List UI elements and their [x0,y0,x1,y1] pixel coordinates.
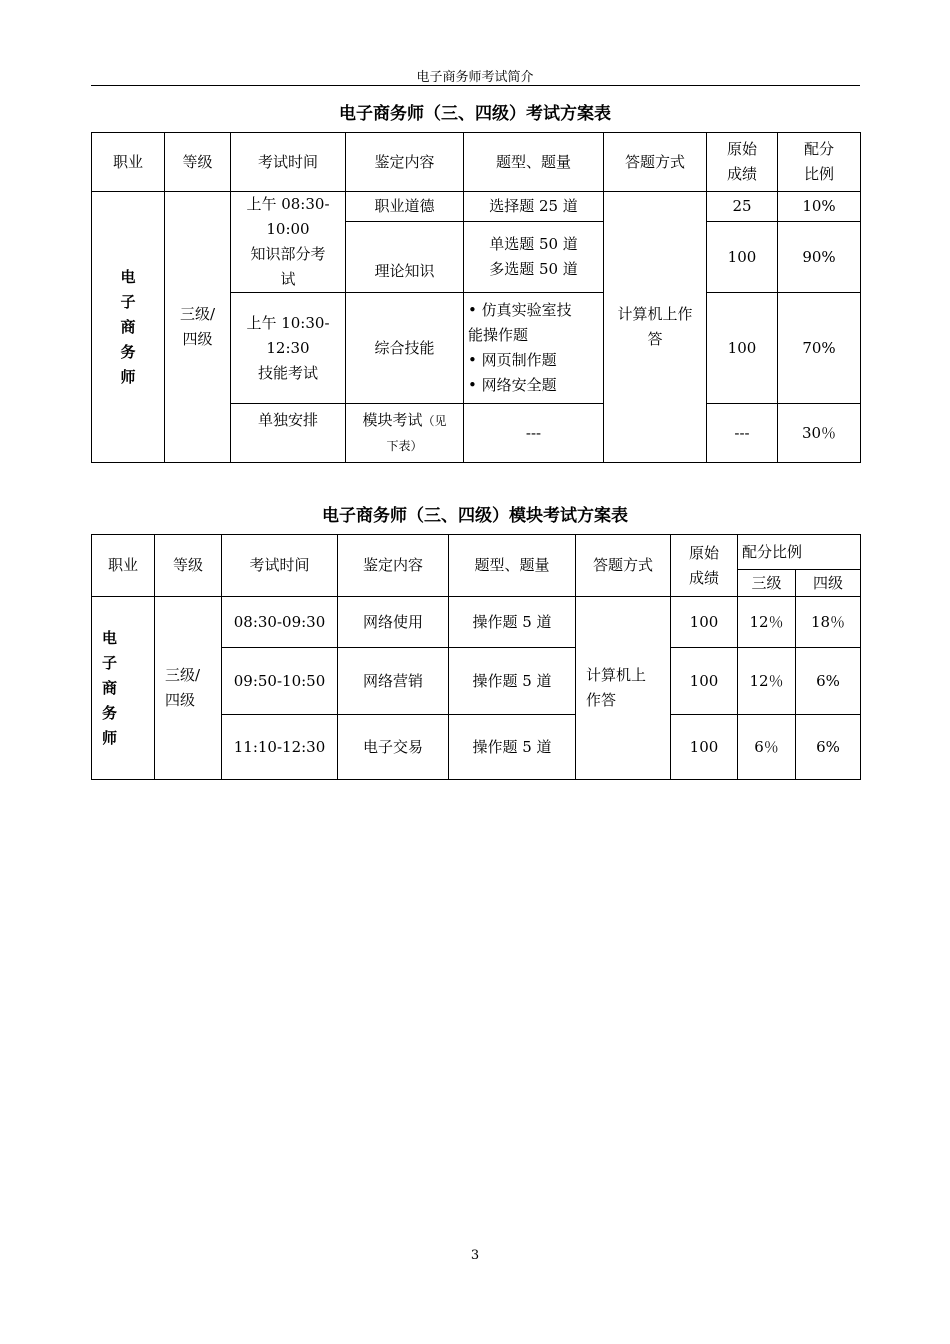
content-cell: 模块考试（见 下表） [346,404,464,463]
header-cell: 考试时间 [222,535,338,597]
ratio-cell: 30％ [778,404,861,463]
header-cell: 三级 [738,570,796,597]
header-cell: 鉴定内容 [346,133,464,192]
header-cell: 鉴定内容 [338,535,449,597]
level3-ratio-cell: 12％ [738,648,796,715]
content-cell: 网络营销 [338,648,449,715]
content-cell: 网络使用 [338,597,449,648]
type-cell: 操作题 5 道 [449,715,576,780]
score-cell: 100 [671,648,738,715]
content-cell: 理论知识 [346,222,464,293]
time-cell: 11:10-12:30 [222,715,338,780]
table1-title: 电子商务师（三、四级）考试方案表 [339,104,611,124]
table2-header-row [92,535,861,570]
ratio-cell: 10% [778,192,861,222]
type-cell: 操作题 5 道 [449,648,576,715]
time-cell: 09:50-10:50 [222,648,338,715]
table2-title: 电子商务师（三、四级）模块考试方案表 [322,506,628,526]
score-cell: 100 [707,222,778,293]
time-cell: 08:30-09:30 [222,597,338,648]
time-cell: 上午 10:30- 12:30 技能考试 [231,293,346,404]
header-cell: 等级 [165,133,231,192]
level-cell: 三级/四级 [165,192,231,463]
type-cell: 操作题 5 道 [449,597,576,648]
type-cell: 选择题 25 道 [464,192,604,222]
header-cell: 原始成绩 [707,133,778,192]
answer-cell: 计算机上 作答 [576,597,671,780]
header-cell: 考试时间 [231,133,346,192]
page-number: 3 [470,1248,480,1263]
level4-ratio-cell: 6% [796,648,861,715]
time-cell: 上午 08:30- 10:00 知识部分考 试 [231,192,346,293]
header-cell: 原始成绩 [671,535,738,597]
header-cell: 职业 [92,133,165,192]
level4-ratio-cell: 18％ [796,597,861,648]
type-cell: • 仿真实验室技 能操作题 • 网页制作题 • 网络安全题 [464,293,604,404]
type-cell: 单选题 50 道 多选题 50 道 [464,222,604,293]
type-cell: --- [464,404,604,463]
content-cell: 电子交易 [338,715,449,780]
score-cell: 100 [671,597,738,648]
table-row [92,192,861,222]
module-exam-table [91,534,861,780]
page-header: 电子商务师考试简介 [416,70,534,85]
header-cell: 等级 [155,535,222,597]
ratio-cell: 70% [778,293,861,404]
header-cell: 职业 [92,535,155,597]
content-cell: 职业道德 [346,192,464,222]
score-cell: --- [707,404,778,463]
content-cell: 综合技能 [346,293,464,404]
header-cell: 答题方式 [604,133,707,192]
header-cell: 四级 [796,570,861,597]
header-cell: 题型、题量 [449,535,576,597]
level3-ratio-cell: 6％ [738,715,796,780]
table1-header-row [92,133,861,192]
score-cell: 100 [671,715,738,780]
exam-scheme-table [91,132,861,463]
table-row [92,597,861,648]
header-cell: 配分比例 [778,133,861,192]
level4-ratio-cell: 6% [796,715,861,780]
job-cell: 电子商务师 [92,597,155,780]
score-cell: 25 [707,192,778,222]
score-cell: 100 [707,293,778,404]
job-cell: 电子商务师 [92,192,165,463]
header-rule [91,85,860,86]
level3-ratio-cell: 12％ [738,597,796,648]
header-cell: 答题方式 [576,535,671,597]
time-cell: 单独安排 [231,404,346,463]
ratio-cell: 90% [778,222,861,293]
answer-cell: 计算机上作 答 [604,192,707,463]
level-cell: 三级/四级 [155,597,222,780]
header-cell: 配分比例 [738,535,861,570]
header-cell: 题型、题量 [464,133,604,192]
